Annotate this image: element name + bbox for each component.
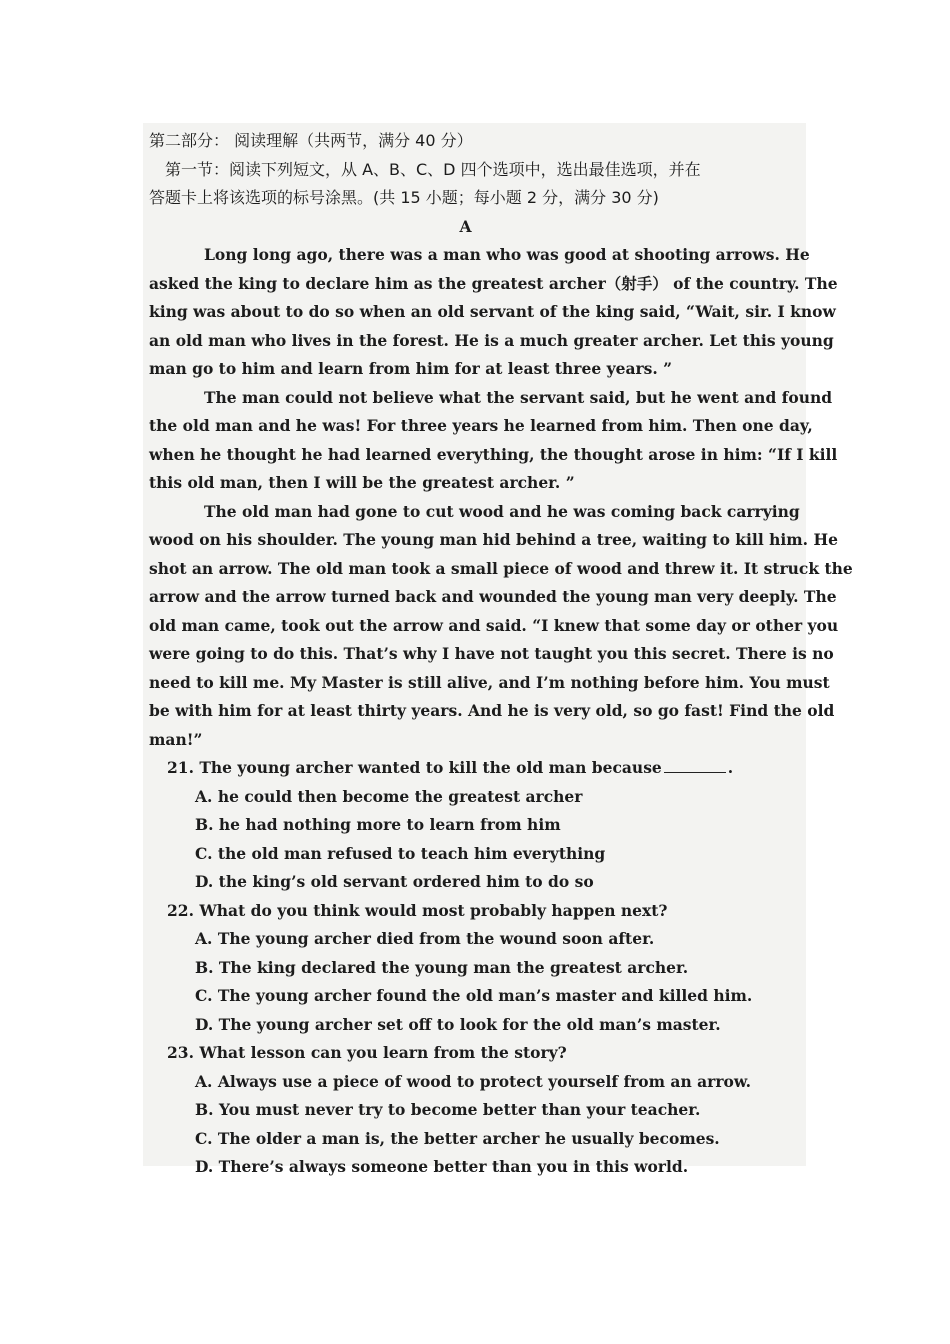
question-stem	[149, 754, 782, 783]
passage-line: arrow and the arrow turned back and wounded the young man very deeply. The	[149, 587, 837, 606]
option-b: B. he had nothing more to learn from him	[195, 815, 561, 834]
passage-label: A	[459, 216, 472, 236]
passage-line: were going to do this. That’s why I have not taught you this secret. There is no	[149, 644, 834, 663]
passage-line: man!”	[149, 729, 203, 749]
option-c: C. the old man refused to teach him everything	[195, 843, 606, 863]
question-23	[149, 1039, 782, 1182]
section-instruction-line-1: 第一节：阅读下列短文，从 A、B、C、D 四个选项中，选出最佳选项，并在	[149, 159, 701, 179]
passage-line: be with him for at least thirty years. And he is very old, so go fast! Find the old	[149, 701, 835, 720]
passage-line: king was about to do so when an old servant of the king said, “Wait, sir. I know	[149, 302, 836, 321]
option-a: A. The young archer died from the wound soon after.	[195, 929, 655, 948]
passage-line: need to kill me. My Master is still alive, and I’m nothing before him. You must	[149, 672, 830, 692]
passage-line: when he thought he had learned everything, the thought arose in him: “If I kill	[149, 444, 838, 464]
passage-line: The man could not believe what the servant said, but he went and found	[204, 387, 833, 407]
passage-line: old man came, took out the arrow and said. “I knew that some day or other you	[149, 615, 839, 635]
passage-line: Long long ago, there was a man who was good at shooting arrows. He	[204, 245, 810, 264]
passage-line: shot an arrow. The old man took a small piece of wood and threw it. It struck the	[149, 558, 853, 578]
part-title: 第二部分： 阅读理解（共两节，满分 40 分）	[149, 131, 473, 150]
question-stem: 23. What lesson can you learn from the story?	[167, 1043, 567, 1062]
passage-line: the old man and he was! For three years he learned from him. Then one day,	[149, 416, 813, 435]
passage-line: wood on his shoulder. The young man hid behind a tree, waiting to kill him. He	[149, 530, 838, 549]
question-stem-text: 21. The young archer wanted to kill the old man because	[167, 758, 662, 777]
option-c: C. The young archer found the old man’s master and killed him.	[195, 986, 753, 1005]
option-d: D. the king’s old servant ordered him to do so	[195, 872, 594, 891]
option-c: C. The older a man is, the better archer he usually becomes.	[195, 1128, 720, 1148]
question-21	[149, 754, 782, 897]
option-b: B. You must never try to become better than your teacher.	[195, 1100, 701, 1119]
passage-text	[149, 241, 853, 754]
answer-blank	[664, 756, 726, 773]
option-d: D. There’s always someone better than you in this world.	[195, 1157, 689, 1176]
passage-line: this old man, then I will be the greatest archer. ”	[149, 473, 575, 492]
passage-line: an old man who lives in the forest. He is a much greater archer. Let this young	[149, 330, 834, 350]
question-stem: 22. What do you think would most probably happen next?	[167, 900, 668, 920]
option-d: D. The young archer set off to look for the old man’s master.	[195, 1014, 721, 1034]
passage-line: asked the king to declare him as the greatest archer（射手） of the country. The	[149, 273, 838, 293]
passage-line: man go to him and learn from him for at least three years. ”	[149, 359, 673, 378]
passage-line: The old man had gone to cut wood and he was coming back carrying	[204, 501, 800, 521]
option-a: A. he could then become the greatest archer	[195, 786, 583, 806]
question-stem-suffix: .	[727, 758, 734, 777]
scanned-exam-page	[143, 123, 853, 1176]
question-22	[149, 897, 782, 1040]
option-a: A. Always use a piece of wood to protect yourself from an arrow.	[195, 1071, 752, 1091]
section-instruction-line-2: 答题卡上将该选项的标号涂黑。(共 15 小题；每小题 2 分，满分 30 分)	[149, 188, 659, 207]
option-b: B. The king declared the young man the greatest archer.	[195, 957, 689, 977]
